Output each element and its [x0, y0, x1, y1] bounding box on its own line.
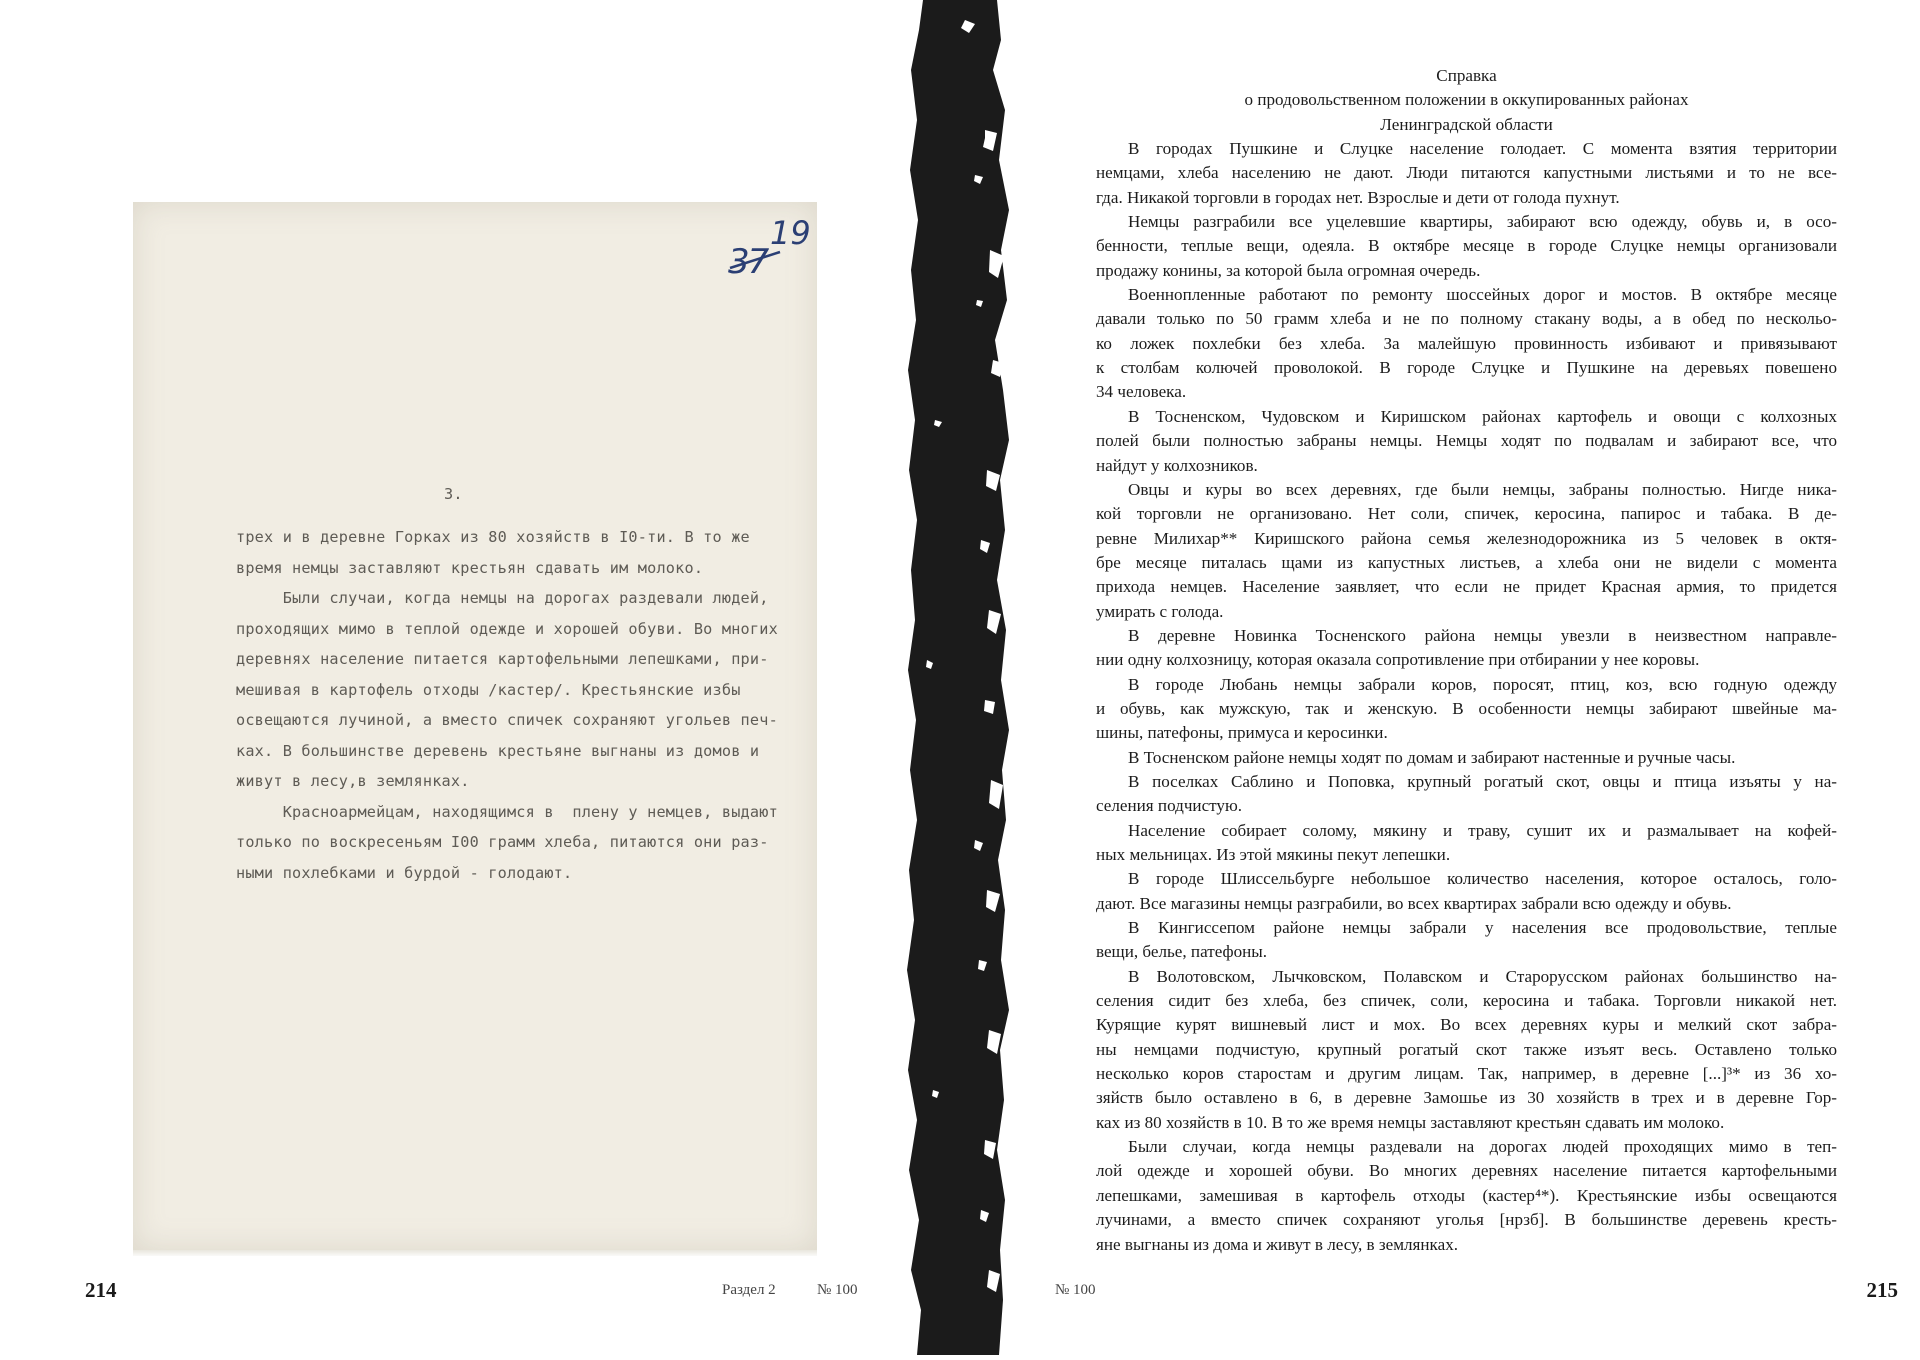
- article-text: [1096, 64, 1837, 1257]
- paragraph-line: прихода немцев. Население заявляет, что если не придет Красная армия, то придется: [1096, 577, 1837, 597]
- paragraph-line: Немцы разграбили все уцелевшие квартиры, забирают всю одежду, обувь и, в осо-: [1128, 212, 1837, 232]
- paragraph-line: немцами, хлеба населению не дают. Люди питаются капустными листьями и то не все-: [1096, 163, 1837, 183]
- paragraph: [1096, 137, 1837, 210]
- paragraph-line: ных мельницах. Из этой мякины пекут лепешки.: [1096, 845, 1451, 864]
- typed-line: деревнях население питается картофельными лепешками, при-: [236, 650, 769, 668]
- heading-subtitle: о продовольственном положении в оккупированных районах: [1244, 90, 1689, 110]
- paragraph-line: Военнопленные работают по ремонту шоссейных дорог и мостов. В октябре месяце: [1128, 285, 1837, 305]
- document-heading: [1096, 64, 1837, 137]
- running-header-document-right: № 100: [1055, 1282, 1096, 1298]
- paragraph-line: продажу конины, за которой была огромная очередь.: [1096, 260, 1481, 280]
- paragraph-line: дают. Все магазины немцы разграбили, во всех квартирах забрали всю одежду и обувь.: [1096, 893, 1732, 913]
- paragraph-line: ко ложек похлебки без хлеба. За малейшую провинность избивают и привязывают: [1096, 333, 1837, 353]
- handwritten-sheet-number: 19: [770, 214, 811, 252]
- heading-title: Справка: [1436, 66, 1497, 85]
- paragraph: [1096, 1135, 1837, 1257]
- paragraph: [1096, 746, 1837, 770]
- paragraph-line: бре месяце питалась щами из капустных листьев, а хлеба они не видели с момента: [1096, 552, 1837, 572]
- typed-line: только по воскресеньям I00 грамм хлеба, питаются они раз-: [236, 833, 769, 851]
- paragraph-line: лой одежде и хорошей обуви. Во многих деревнях население питается картофельными: [1096, 1161, 1837, 1181]
- page-number-right: 215: [1866, 1278, 1898, 1302]
- paragraph-line: вещи, белье, патефоны.: [1096, 942, 1268, 962]
- paragraph: [1096, 965, 1837, 1135]
- paragraph-line: ны немцами подчистую, крупный рогатый скот также изъят весь. Оставлено только: [1096, 1039, 1837, 1059]
- page-number-left: 214: [85, 1278, 117, 1302]
- crossed-out-sheet-number: 37: [728, 242, 768, 282]
- paragraph-line: найдут у колхозников.: [1096, 455, 1258, 475]
- paragraph: [1096, 770, 1837, 819]
- typed-line: ках. В большинстве деревень крестьяне выгнаны из домов и: [236, 741, 760, 760]
- article-body: [1096, 137, 1837, 1257]
- archive-sheet-number: [728, 214, 818, 284]
- typed-line: время немцы заставляют крестьян сдавать им молоко.: [236, 558, 704, 577]
- paragraph-line: давали только по 50 грамм хлеба и не по полному стакану воды, а в обед по нескольо-: [1096, 309, 1837, 329]
- paragraph-line: гда. Никакой торговли в городах нет. Взрослые и дети от голода пухнут.: [1096, 187, 1620, 207]
- right-page: [1012, 0, 1920, 1355]
- archival-document-scan: [133, 202, 817, 1250]
- paragraph-line: лучинами, а вместо спичек сохраняют уголья [нрзб]. В большинстве деревень кресть-: [1096, 1210, 1837, 1230]
- paragraph-line: Курящие курят вишневый лист и мох. Во всех деревнях куры и мелкий скот забра-: [1096, 1015, 1837, 1035]
- typed-line: ными похлебками и бурдой - голодают.: [236, 863, 573, 882]
- paragraph: [1096, 673, 1837, 746]
- typed-line: Были случаи, когда немцы на дорогах раздевали людей,: [236, 589, 769, 607]
- paragraph-line: В городе Шлиссельбурге небольшое количество населения, которое осталось, голо-: [1128, 869, 1837, 889]
- paragraph-line: и обувь, как мужскую, так и женскую. В особенности немцы забирают швейные ма-: [1096, 698, 1837, 718]
- paragraph-line: ках из 80 хозяйств в 10. В то же время немцы заставляют крестьян сдавать им молоко.: [1096, 1112, 1725, 1132]
- typed-line: Красноармейцам, находящимся в плену у немцев, выдают: [236, 802, 778, 821]
- paragraph-line: умирать с голода.: [1096, 601, 1224, 621]
- paragraph-line: Были случаи, когда немцы раздевали на дорогах людей проходящих мимо в теп-: [1128, 1137, 1837, 1157]
- heading-region: Ленинградской области: [1380, 114, 1553, 134]
- paragraph-line: В поселках Саблино и Поповка, крупный рогатый скот, овцы и птица изъяты у на-: [1128, 771, 1837, 791]
- paragraph-line: Население собирает солому, мякину и траву, сушит их и размалывает на кофей-: [1128, 820, 1837, 840]
- running-header-document-left: № 100: [817, 1282, 858, 1298]
- paragraph-line: к столбам колючей проволокой. В городе Слуцке и Пушкине на деревьях повешено: [1096, 358, 1837, 378]
- paragraph: [1096, 916, 1837, 965]
- paragraph-line: В Тосненском районе немцы ходят по домам и забирают настенные и ручные часы.: [1128, 747, 1736, 767]
- paragraph-line: зяйств было оставлено в 6, в деревне Замошье из 30 хозяйств в трех и в деревне Гор-: [1096, 1088, 1837, 1108]
- paragraph-line: шины, патефоны, примуса и керосинки.: [1096, 723, 1388, 743]
- scan-bottom-edge: [133, 1250, 817, 1256]
- paragraph-line: селения сидит без хлеба, без спичек, соли, керосина и табака. Торговли никакой нет.: [1096, 991, 1837, 1011]
- paragraph-line: кой торговли не организовано. Нет соли, спичек, керосина, папирос и табака. В де-: [1096, 504, 1837, 524]
- paragraph-line: селения подчистую.: [1096, 796, 1242, 816]
- paragraph: [1096, 210, 1837, 283]
- paragraph-line: нии одну колхозницу, которая оказала сопротивление при отбирании у нее коровы.: [1096, 650, 1700, 670]
- paragraph: [1096, 819, 1837, 868]
- paragraph-line: 34 человека.: [1096, 382, 1187, 402]
- running-header-section: Раздел 2: [722, 1282, 776, 1298]
- typewritten-text: [236, 522, 778, 888]
- paragraph: [1096, 478, 1837, 624]
- paragraph-line: лепешками, замешивая в картофель отходы (кастер⁴*). Крестьянские избы освещаются: [1096, 1185, 1837, 1205]
- typed-line: живут в лесу,в землянках.: [236, 772, 470, 790]
- paragraph: [1096, 283, 1837, 405]
- paragraph: [1096, 624, 1837, 673]
- spine-decorative-strip: [905, 0, 1012, 1355]
- paragraph-line: В городе Любань немцы забрали коров, поросят, птиц, коз, всю годную одежду: [1128, 674, 1837, 694]
- paragraph-line: ревне Милихар** Киришского района семья железнодорожника из 5 человек в октя-: [1096, 528, 1837, 548]
- typed-page-number: 3.: [444, 485, 463, 503]
- paragraph-line: Овцы и куры во всех деревнях, где были немцы, забраны полностью. Нигде ника-: [1128, 479, 1837, 499]
- typed-line: мешивая в картофель отходы /кастер/. Крестьянские избы: [236, 680, 741, 699]
- paragraph-line: В деревне Новинка Тосненского района немцы увезли в неизвестном направле-: [1128, 625, 1837, 645]
- paragraph-line: В Кингиссепом районе немцы забрали у населения все продовольствие, теплые: [1128, 918, 1837, 938]
- typed-line: проходящих мимо в теплой одежде и хорошей обуви. Во многих: [236, 619, 778, 638]
- paragraph-line: В Волотовском, Лычковском, Полавском и Старорусском районах большинство на-: [1128, 966, 1837, 986]
- paragraph-line: несколько коров старостам и другим лицам. Так, например, в деревне [...]³* из 36 хо-: [1096, 1064, 1837, 1084]
- paragraph: [1096, 405, 1837, 478]
- paragraph-line: яне выгнаны из дома и живут в лесу, в землянках.: [1096, 1234, 1459, 1254]
- typed-line: трех и в деревне Горках из 80 хозяйств в I0-ти. В то же: [236, 528, 750, 546]
- left-page: [0, 0, 905, 1355]
- paragraph-line: В городах Пушкине и Слуцке население голодает. С момента взятия территории: [1128, 139, 1837, 159]
- paragraph-line: В Тосненском, Чудовском и Киришском районах картофель и овощи с колхозных: [1128, 406, 1837, 426]
- paragraph-line: полей были полностью забраны немцы. Немцы ходят по подвалам и забирают все, что: [1096, 431, 1837, 451]
- typed-line: освещаются лучиной, а вместо спичек сохраняют угольев печ-: [236, 711, 778, 729]
- paragraph-line: бенности, теплые вещи, одеяла. В октябре месяце в городе Слуцке немцы организовали: [1096, 236, 1837, 256]
- paragraph: [1096, 867, 1837, 916]
